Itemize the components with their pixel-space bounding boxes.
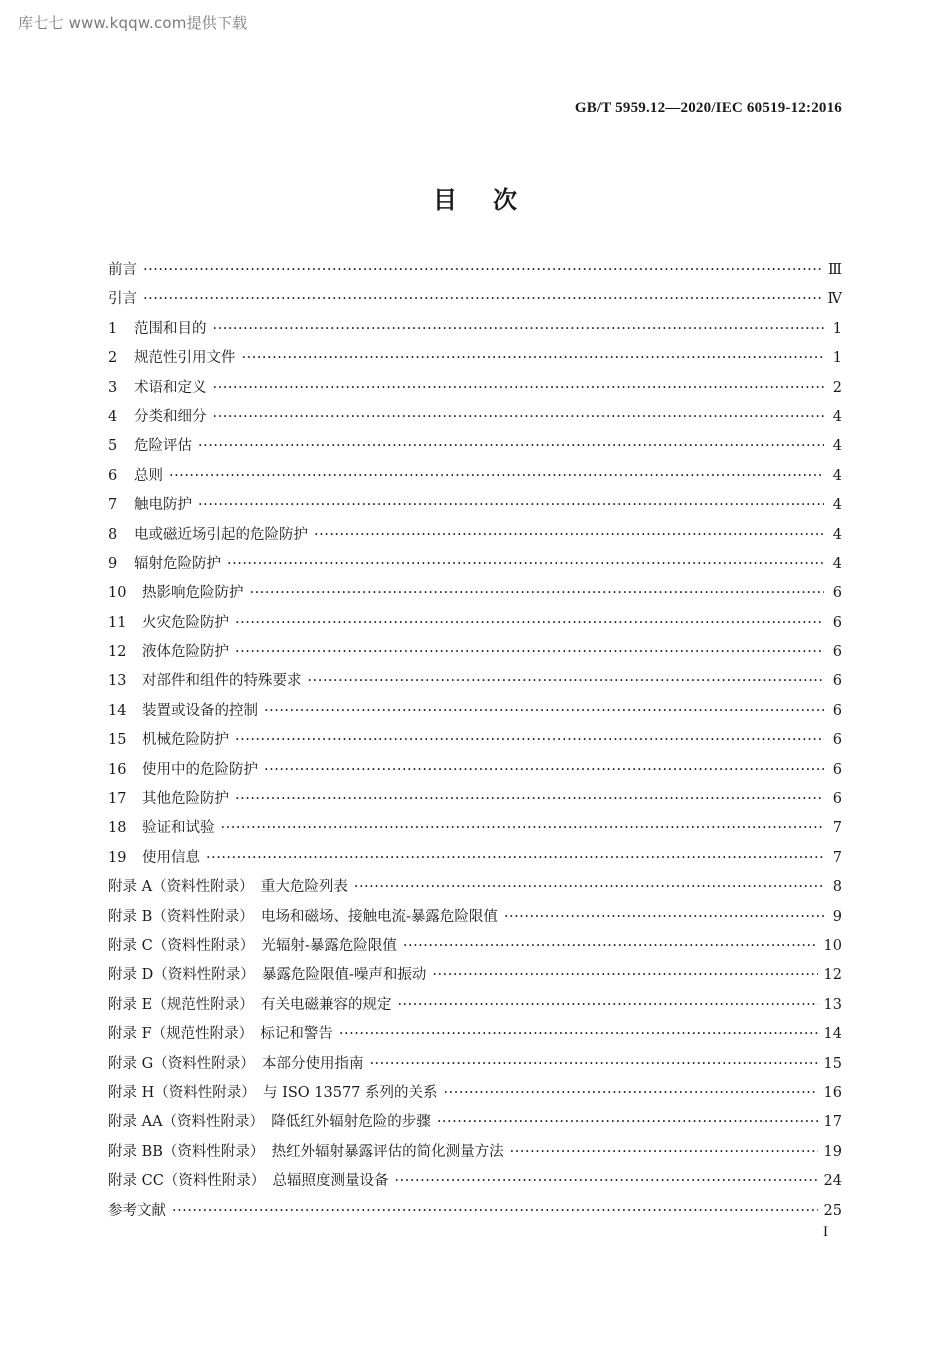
toc-leader-dots <box>198 438 824 454</box>
toc-entry-annex-g[interactable] <box>108 1052 842 1081</box>
toc-entry-annex-cc[interactable] <box>108 1169 842 1198</box>
toc-entry-label: 引言 <box>108 291 137 308</box>
toc-entry-12[interactable] <box>108 640 842 669</box>
toc-entry-annex-e[interactable] <box>108 993 842 1022</box>
page-number: I <box>823 1224 828 1240</box>
toc-entry-label: 前言 <box>108 262 137 278</box>
toc-entry-number: 19 <box>108 849 127 866</box>
toc-entry-16[interactable] <box>108 758 842 787</box>
toc-entry-label: 使用中的危险防护 <box>142 761 258 778</box>
toc-entry-label: 附录 E（规范性附录） 有关电磁兼容的规定 <box>108 996 392 1013</box>
toc-leader-dots <box>172 1203 818 1219</box>
toc-entry-label: 触电防护 <box>134 497 192 514</box>
toc-entry-label: 附录 BB（资料性附录） 热红外辐射暴露评估的简化测量方法 <box>108 1143 504 1160</box>
toc-leader-dots <box>369 1056 817 1072</box>
toc-leader-dots <box>213 380 825 396</box>
toc-entry-19[interactable] <box>108 846 842 875</box>
watermark-text: 库七七 www.kqqw.com提供下载 <box>18 14 248 32</box>
toc-leader-dots <box>403 938 818 954</box>
table-of-contents <box>108 258 842 1228</box>
toc-entry-14[interactable] <box>108 699 842 728</box>
toc-entry-label: 分类和细分 <box>134 408 207 425</box>
toc-leader-dots <box>432 967 817 983</box>
toc-entry-label: 电或磁近场引起的危险防护 <box>134 526 308 543</box>
toc-leader-dots <box>242 350 825 366</box>
toc-entry-4[interactable] <box>108 405 842 434</box>
toc-entry-label: 附录 G（资料性附录） 本部分使用指南 <box>108 1055 364 1072</box>
toc-entry-annex-d[interactable] <box>108 963 842 992</box>
toc-entry-page: 16 <box>823 1084 842 1101</box>
toc-entry-page: 7 <box>832 820 842 837</box>
toc-entry-9[interactable] <box>108 552 842 581</box>
toc-entry-number: 3 <box>108 379 118 396</box>
toc-entry-number: 15 <box>108 732 127 749</box>
toc-entry-page: 15 <box>823 1055 842 1072</box>
toc-entry-15[interactable] <box>108 728 842 757</box>
toc-entry-page: 13 <box>823 996 842 1013</box>
toc-leader-dots <box>213 321 825 337</box>
toc-entry-page: 4 <box>832 467 842 484</box>
toc-entry-number: 7 <box>108 497 118 514</box>
toc-entry-2[interactable] <box>108 346 842 375</box>
toc-entry-6[interactable] <box>108 464 842 493</box>
toc-entry-18[interactable] <box>108 816 842 845</box>
toc-entry-page: 7 <box>832 849 842 866</box>
toc-leader-dots <box>235 615 824 631</box>
toc-entry-page: 6 <box>832 702 842 719</box>
toc-leader-dots <box>444 1085 818 1101</box>
toc-entry-page: 10 <box>823 937 842 954</box>
toc-leader-dots <box>397 997 817 1013</box>
toc-entry-annex-aa[interactable] <box>108 1110 842 1139</box>
toc-entry-page: 6 <box>832 614 842 631</box>
toc-leader-dots <box>395 1173 818 1189</box>
toc-leader-dots <box>354 879 824 895</box>
toc-entry-page: Ⅲ <box>828 262 842 278</box>
toc-entry-11[interactable] <box>108 611 842 640</box>
toc-entry-page: 4 <box>832 438 842 455</box>
toc-entry-annex-f[interactable] <box>108 1022 842 1051</box>
toc-entry-label: 附录 C（资料性附录） 光辐射-暴露危险限值 <box>108 937 397 954</box>
toc-entry-page: 2 <box>832 379 842 396</box>
toc-entry-page: 4 <box>832 526 842 543</box>
toc-entry-label: 其他危险防护 <box>142 791 229 808</box>
toc-entry-label: 附录 AA（资料性附录） 降低红外辐射危险的步骤 <box>108 1114 431 1131</box>
toc-entry-page: 6 <box>832 585 842 602</box>
toc-entry-number: 16 <box>108 761 127 778</box>
toc-entry-5[interactable] <box>108 434 842 463</box>
toc-leader-dots <box>504 909 824 925</box>
toc-entry-introduction[interactable] <box>108 287 842 316</box>
toc-leader-dots <box>143 291 822 307</box>
toc-entry-page: 8 <box>832 879 842 896</box>
toc-entry-annex-b[interactable] <box>108 905 842 934</box>
toc-entry-number: 8 <box>108 526 118 543</box>
toc-entry-label: 危险评估 <box>134 438 192 455</box>
toc-entry-annex-a[interactable] <box>108 875 842 904</box>
toc-entry-number: 6 <box>108 467 118 484</box>
toc-entry-7[interactable] <box>108 493 842 522</box>
toc-entry-label: 附录 A（资料性附录） 重大危险列表 <box>108 879 348 896</box>
toc-entry-label: 对部件和组件的特殊要求 <box>142 673 302 690</box>
page-title: 目次 <box>433 186 553 214</box>
toc-leader-dots <box>339 1026 818 1042</box>
toc-entry-number: 4 <box>108 408 118 425</box>
toc-entry-number: 10 <box>108 585 127 602</box>
toc-leader-dots <box>169 468 824 484</box>
toc-entry-page: 19 <box>823 1143 842 1160</box>
toc-entry-label: 机械危险防护 <box>142 732 229 749</box>
toc-leader-dots <box>235 732 824 748</box>
toc-entry-label: 验证和试验 <box>142 820 215 837</box>
toc-leader-dots <box>143 262 822 278</box>
toc-leader-dots <box>250 585 825 601</box>
toc-leader-dots <box>198 497 824 513</box>
toc-entry-17[interactable] <box>108 787 842 816</box>
toc-entry-label: 装置或设备的控制 <box>142 702 258 719</box>
toc-entry-3[interactable] <box>108 376 842 405</box>
toc-leader-dots <box>437 1114 818 1130</box>
toc-entry-label: 使用信息 <box>142 849 200 866</box>
toc-entry-page: 1 <box>832 350 842 367</box>
toc-entry-page: 17 <box>823 1114 842 1131</box>
toc-entry-page: 1 <box>832 320 842 337</box>
toc-leader-dots <box>235 791 824 807</box>
standard-code: GB/T 5959.12—2020/IEC 60519-12:2016 <box>574 100 842 116</box>
toc-leader-dots <box>510 1144 818 1160</box>
toc-entry-page: 9 <box>832 908 842 925</box>
toc-entry-label: 规范性引用文件 <box>134 350 236 367</box>
toc-entry-label: 液体危险防护 <box>142 644 229 661</box>
toc-entry-number: 12 <box>108 644 127 661</box>
toc-entry-13[interactable] <box>108 669 842 698</box>
toc-entry-number: 11 <box>108 614 127 631</box>
toc-leader-dots <box>314 527 824 543</box>
toc-entry-number: 1 <box>108 320 118 337</box>
toc-entry-1[interactable] <box>108 317 842 346</box>
toc-entry-number: 2 <box>108 350 118 367</box>
toc-entry-page: 14 <box>823 1026 842 1043</box>
toc-entry-number: 9 <box>108 555 118 572</box>
toc-entry-number: 18 <box>108 820 127 837</box>
toc-entry-label: 术语和定义 <box>134 379 207 396</box>
toc-entry-annex-bb[interactable] <box>108 1140 842 1169</box>
toc-entry-page: 6 <box>832 791 842 808</box>
toc-entry-label: 附录 B（资料性附录） 电场和磁场、接触电流-暴露危险限值 <box>108 908 498 925</box>
toc-entry-number: 17 <box>108 791 127 808</box>
toc-entry-page: 4 <box>832 497 842 514</box>
toc-leader-dots <box>206 850 824 866</box>
toc-leader-dots <box>235 644 824 660</box>
toc-entry-label: 范围和目的 <box>134 320 207 337</box>
toc-leader-dots <box>227 556 824 572</box>
toc-entry-label: 附录 H（资料性附录） 与 ISO 13577 系列的关系 <box>108 1084 438 1101</box>
toc-entry-page: 6 <box>832 673 842 690</box>
toc-entry-page: 6 <box>832 644 842 661</box>
toc-entry-page: 25 <box>823 1202 842 1219</box>
toc-entry-number: 5 <box>108 438 118 455</box>
toc-entry-annex-c[interactable] <box>108 934 842 963</box>
toc-entry-label: 附录 F（规范性附录） 标记和警告 <box>108 1026 333 1043</box>
toc-leader-dots <box>221 820 825 836</box>
toc-leader-dots <box>264 762 824 778</box>
toc-entry-page: 4 <box>832 555 842 572</box>
toc-entry-annex-h[interactable] <box>108 1081 842 1110</box>
toc-entry-label: 辐射危险防护 <box>134 555 221 572</box>
toc-entry-bibliography[interactable] <box>108 1199 842 1228</box>
toc-entry-number: 13 <box>108 673 127 690</box>
toc-entry-number: 14 <box>108 702 127 719</box>
toc-entry-10[interactable] <box>108 581 842 610</box>
toc-entry-label: 总则 <box>134 467 163 484</box>
toc-entry-label: 附录 CC（资料性附录） 总辐照度测量设备 <box>108 1173 389 1190</box>
toc-entry-8[interactable] <box>108 523 842 552</box>
toc-entry-page: 6 <box>832 732 842 749</box>
toc-entry-label: 火灾危险防护 <box>142 614 229 631</box>
toc-entry-preface[interactable] <box>108 258 842 287</box>
toc-leader-dots <box>213 409 825 425</box>
toc-entry-label: 热影响危险防护 <box>142 585 244 602</box>
toc-entry-label: 附录 D（资料性附录） 暴露危险限值-噪声和振动 <box>108 967 427 984</box>
toc-entry-page: 4 <box>832 408 842 425</box>
toc-entry-page: 6 <box>832 761 842 778</box>
toc-leader-dots <box>264 703 824 719</box>
toc-entry-page: 12 <box>823 967 842 984</box>
toc-entry-label: 参考文献 <box>108 1202 166 1219</box>
toc-entry-page: Ⅳ <box>827 291 842 308</box>
toc-leader-dots <box>308 673 825 689</box>
toc-entry-page: 24 <box>823 1173 842 1190</box>
